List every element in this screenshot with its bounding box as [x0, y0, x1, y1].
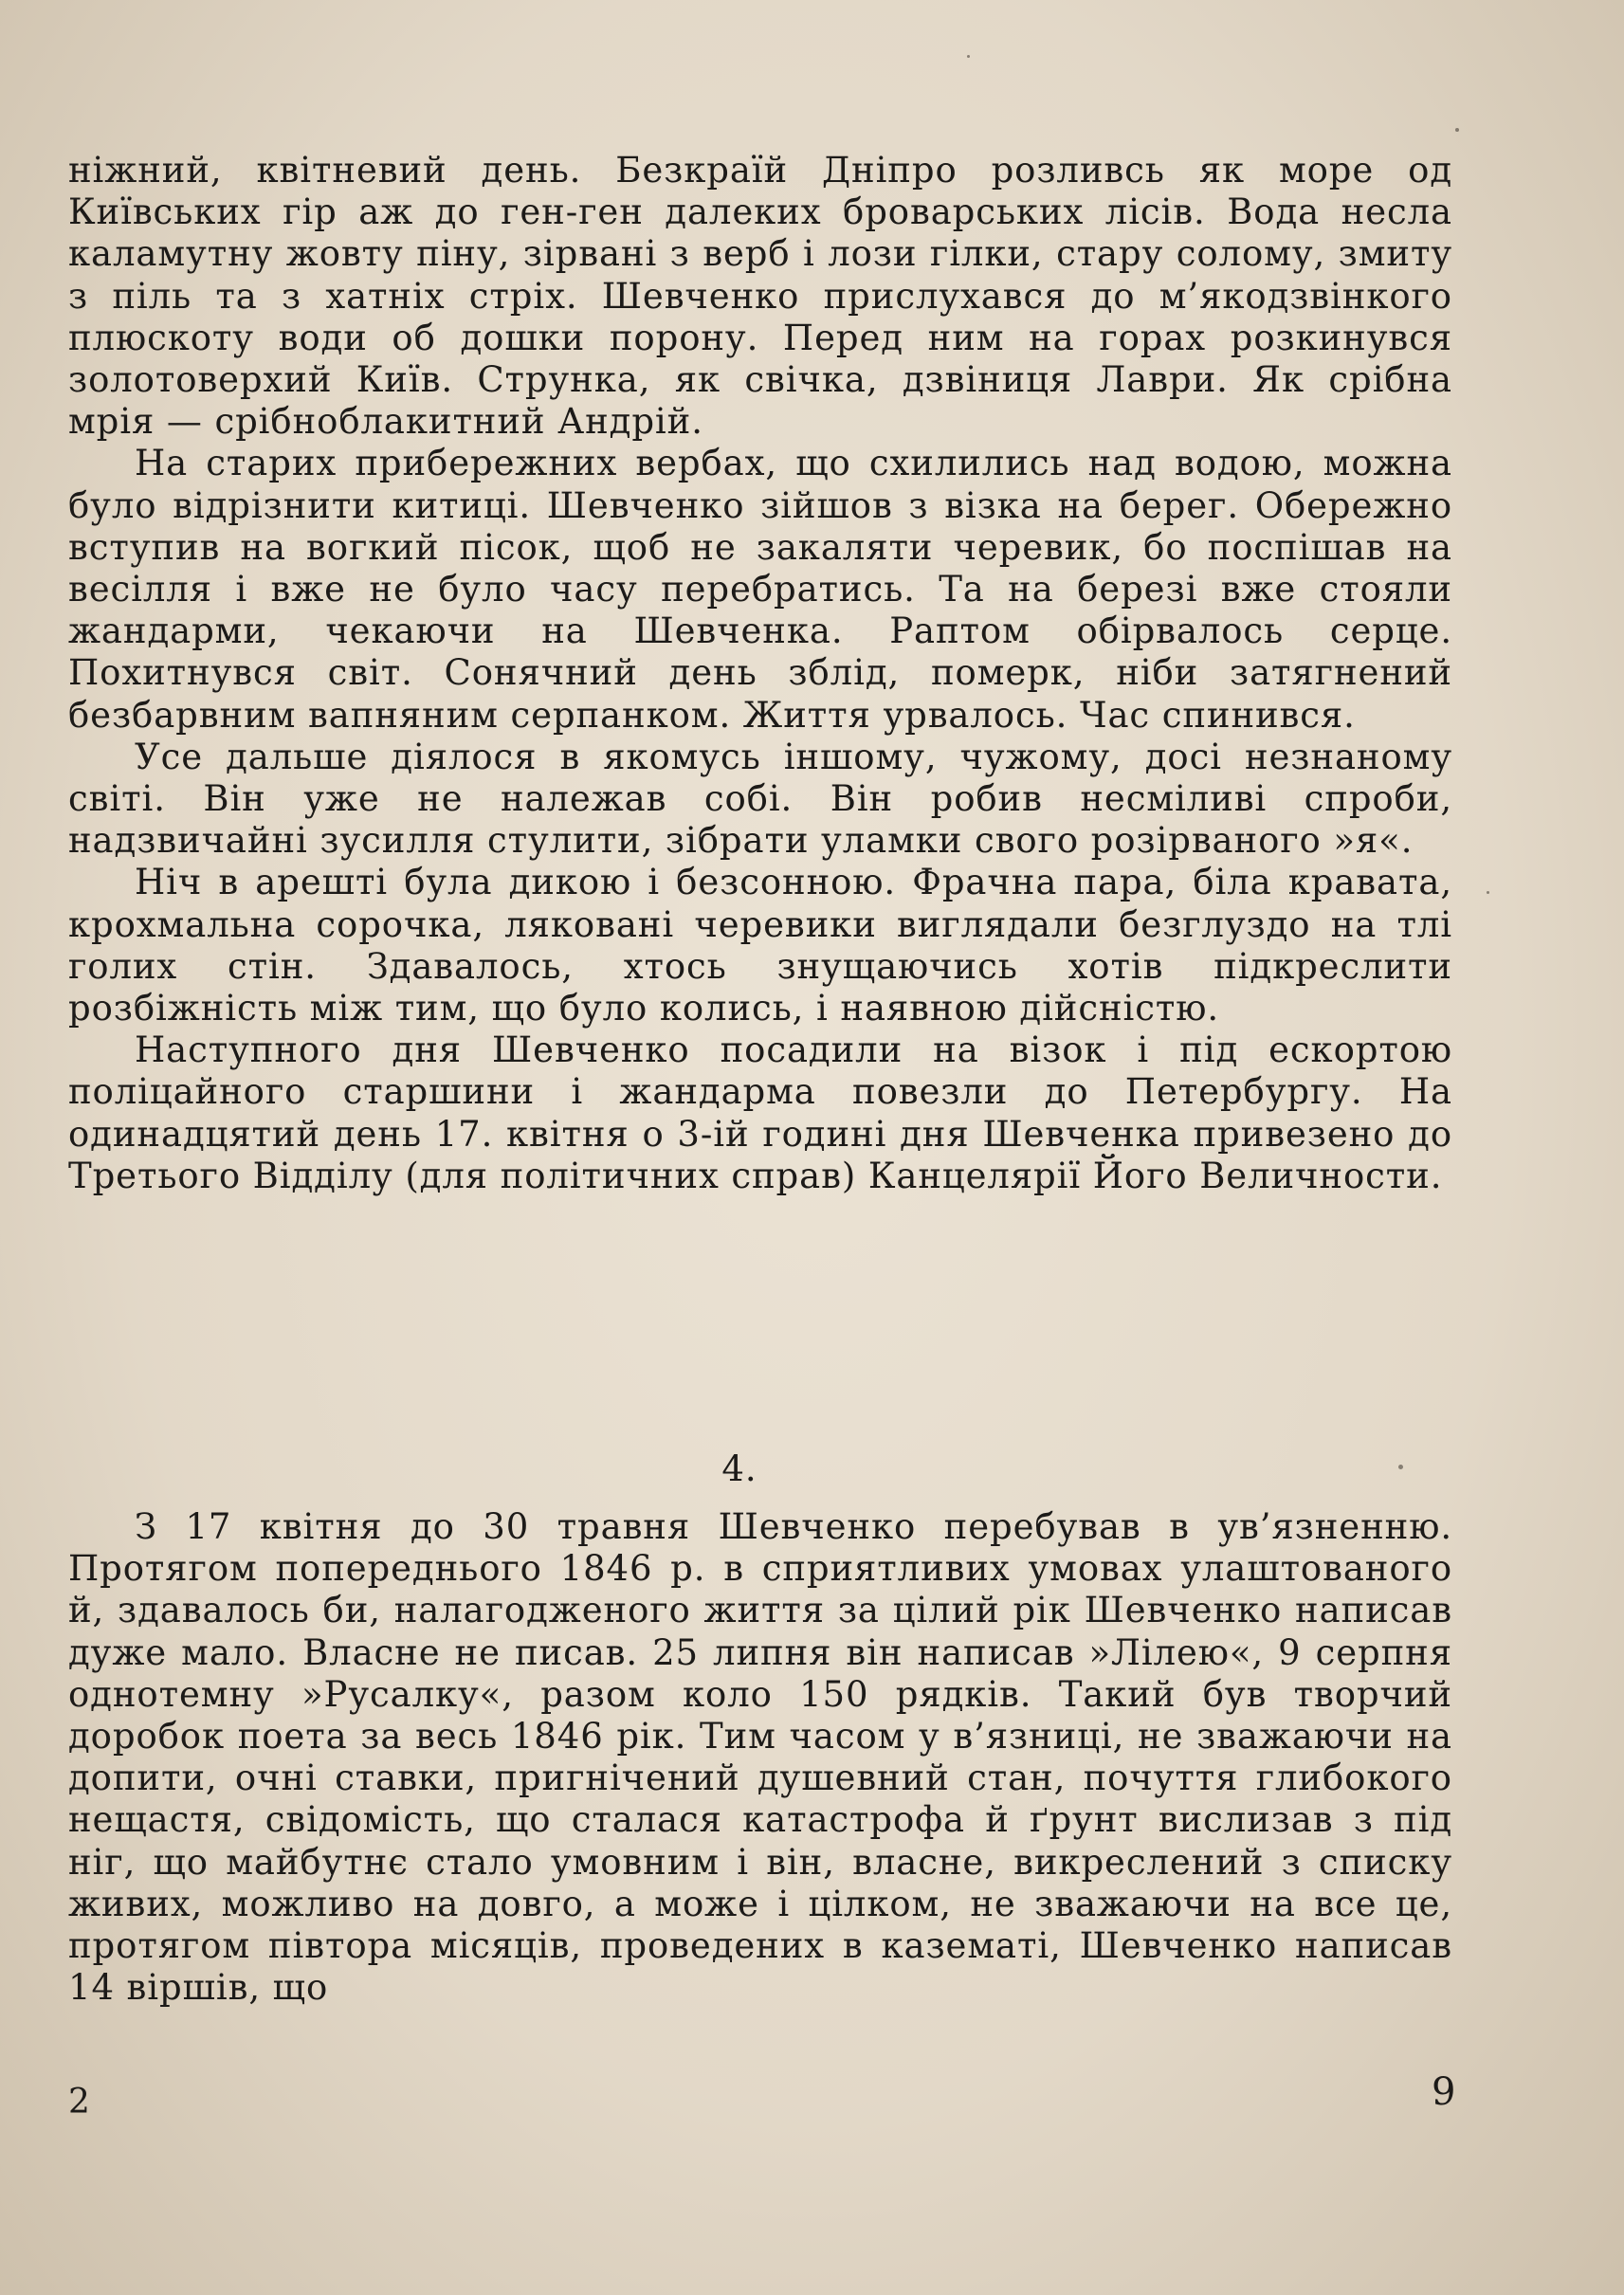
- paragraph: ніжний, квітневий день. Безкраїй Дніпро розливсь як море од Київських гір аж до ген-ген далеких броварських лісів. Вода несла каламутну жовту піну, зірвані з верб і лози гілки, стару солому, змиту з піль та з хатніх стріх. Шевченко прислухався до м’якодзвінкого плюскоту води об дошки порону. Перед ним на горах розкинувся золотоверхий Київ. Струнка, як свічка, дзвіниця Лаври. Як срібна мрія — срібноблакитний Андрій.: [68, 150, 1452, 443]
- paper-speck: [1455, 128, 1459, 132]
- body-text-part1: [68, 150, 1452, 1197]
- paper-speck: [967, 55, 970, 58]
- paragraph: На старих прибережних вербах, що схилились над водою, можна було відрізнити китиці. Шевченко зійшов з візка на берег. Обережно вступив на вогкий пісок, щоб не закаляти черевик, бо поспішав на весілля і вже не було часу перебратись. Та на березі вже стояли жандарми, чекаючи на Шевченка. Раптом обірвалось серце. Похитнувся світ. Сонячний день зблід, померк, ніби затягнений безбарвним вапняним серпанком. Життя урвалось. Час спинився.: [68, 443, 1452, 736]
- paper-speck: [1487, 891, 1489, 894]
- paragraph: Ніч в арешті була дикою і безсонною. Фрачна пара, біла кравата, крохмальна сорочка, ляковані черевики виглядали безглуздо на тлі голих стін. Здавалось, хтось знущаючись хотів підкреслити розбіжність між тим, що було колись, і наявною дійсністю.: [68, 862, 1452, 1029]
- signature-mark: 2: [68, 2083, 90, 2122]
- paragraph: Наступного дня Шевченко посадили на візок і під ескортою поліцайного старшини і жандарма повезли до Петербургу. На одинадцятий день 17. квітня о 3-ій годині дня Шевченка привезено до Третього Відділу (для політичних справ) Канцелярії Його Величности.: [68, 1029, 1452, 1196]
- body-text-part2: [68, 1506, 1452, 2009]
- section-number: 4.: [721, 1448, 757, 1489]
- paragraph: З 17 квітня до 30 травня Шевченко перебував в ув’язненню. Протягом попереднього 1846 р. в сприятливих умовах улаштованого й, здавалось би, налагодженого життя за цілий рік Шевченко написав дуже мало. Власне не писав. 25 липня він написав »Лілею«, 9 серпня однотемну »Русалку«, разом коло 150 рядків. Такий був творчий доробок поета за весь 1846 рік. Тим часом у в’язниці, не зважаючи на допити, очні ставки, пригнічений душевний стан, почуття глибокого нещастя, свідомість, що сталася катастрофа й ґрунт вислизав з під ніг, що майбутнє стало умовним і він, власне, викреслений з списку живих, можливо на довго, а може і цілком, не зважаючи на все це, протягом півтора місяців, проведених в казематі, Шевченко написав 14 віршів, що: [68, 1506, 1452, 2009]
- page-number: 9: [1432, 2070, 1456, 2114]
- paragraph: Усе дальше діялося в якомусь іншому, чужому, досі незнаному світі. Він уже не належав собі. Він робив несміливі спроби, надзвичайні зусилля стулити, зібрати уламки свого розірваного »я«.: [68, 736, 1452, 862]
